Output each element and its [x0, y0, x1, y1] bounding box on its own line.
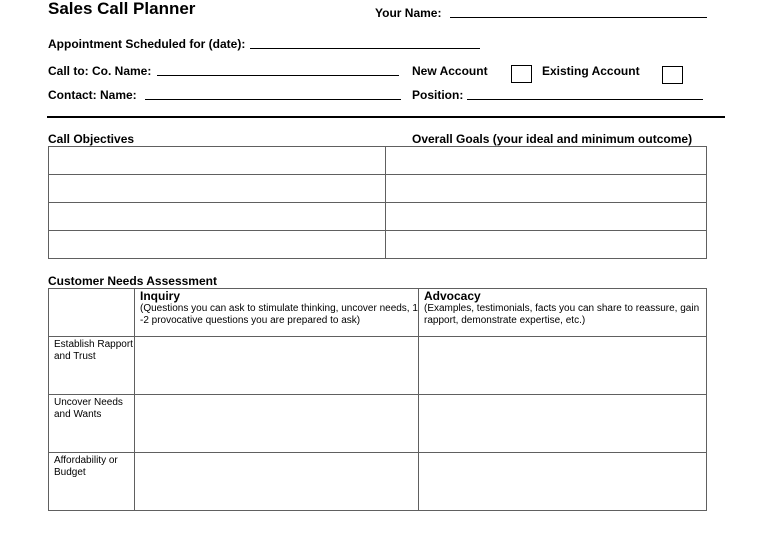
inquiry-cell[interactable] [135, 395, 419, 453]
table-row [49, 337, 707, 395]
appointment-date-field[interactable] [250, 48, 480, 49]
overall-goal-cell[interactable] [386, 203, 707, 231]
advocacy-subtitle: (Examples, testimonials, facts you can share to reassure, gain rapport, demonstrate expertise, etc.) [424, 303, 700, 326]
advocacy-cell[interactable] [419, 337, 707, 395]
table-row [49, 147, 707, 175]
needs-assessment-table [48, 288, 707, 511]
advocacy-header [419, 289, 707, 337]
position-field[interactable] [467, 99, 703, 100]
position-label: Position: [412, 88, 464, 102]
overall-goal-cell[interactable] [386, 147, 707, 175]
inquiry-header [135, 289, 419, 337]
your-name-label: Your Name: [375, 6, 442, 20]
company-name-label: Call to: Co. Name: [48, 64, 152, 78]
row-label-cell [49, 337, 135, 395]
objectives-table [48, 146, 707, 259]
contact-name-label: Contact: Name: [48, 88, 137, 102]
section-divider [47, 116, 725, 118]
row-label-cell [49, 395, 135, 453]
call-objective-cell[interactable] [49, 147, 386, 175]
overall-goals-heading: Overall Goals (your ideal and minimum outcome) [412, 132, 693, 146]
call-objective-cell[interactable] [49, 175, 386, 203]
table-row [49, 175, 707, 203]
inquiry-cell[interactable] [135, 453, 419, 511]
new-account-label: New Account [412, 64, 488, 78]
table-header-row [49, 289, 707, 337]
your-name-field[interactable] [450, 17, 707, 18]
table-row [49, 453, 707, 511]
call-objectives-heading: Call Objectives [48, 132, 135, 146]
company-name-field[interactable] [157, 75, 399, 76]
existing-account-checkbox[interactable] [662, 66, 683, 84]
row-label: Uncover Needs and Wants [54, 397, 123, 420]
call-objective-cell[interactable] [49, 231, 386, 259]
existing-account-label: Existing Account [542, 64, 640, 78]
overall-goal-cell[interactable] [386, 231, 707, 259]
form-title: Sales Call Planner [48, 0, 196, 18]
advocacy-cell[interactable] [419, 453, 707, 511]
overall-goal-cell[interactable] [386, 175, 707, 203]
row-label: Affordability or Budget [54, 455, 118, 478]
inquiry-title: Inquiry [140, 289, 181, 303]
advocacy-title: Advocacy [424, 289, 481, 303]
corner-cell [49, 289, 135, 337]
inquiry-subtitle: (Questions you can ask to stimulate thinking, uncover needs, 1 -2 provocative questions you are prepared to ask) [140, 303, 418, 326]
needs-assessment-heading: Customer Needs Assessment [48, 274, 217, 288]
table-row [49, 231, 707, 259]
contact-name-field[interactable] [145, 99, 401, 100]
call-objective-cell[interactable] [49, 203, 386, 231]
new-account-checkbox[interactable] [511, 65, 532, 83]
table-row [49, 203, 707, 231]
inquiry-cell[interactable] [135, 337, 419, 395]
row-label-cell [49, 453, 135, 511]
appointment-date-label: Appointment Scheduled for (date): [48, 37, 246, 51]
table-row [49, 395, 707, 453]
row-label: Establish Rapport and Trust [54, 339, 133, 362]
advocacy-cell[interactable] [419, 395, 707, 453]
